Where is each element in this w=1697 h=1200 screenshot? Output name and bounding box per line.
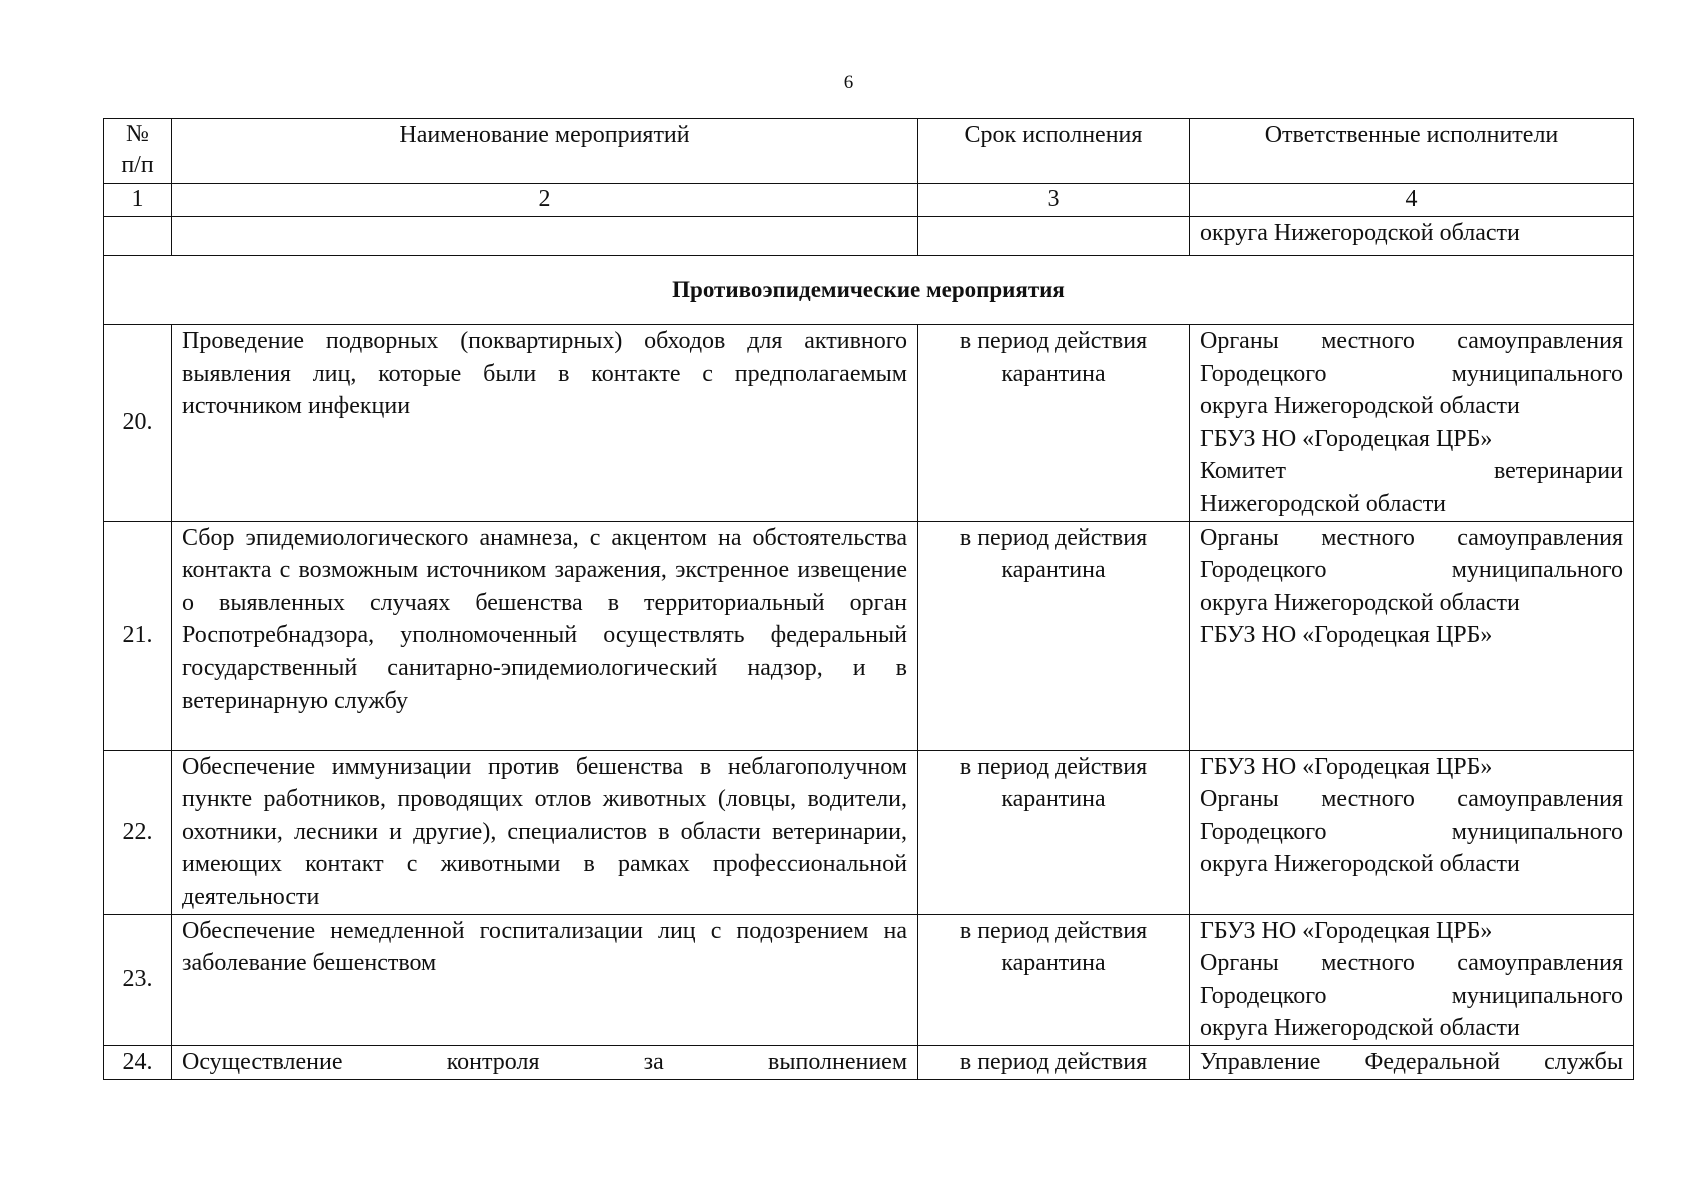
row-term-line: карантина [1001, 360, 1106, 387]
row-term [918, 750, 1190, 914]
row-term-line: в период действия [959, 753, 1148, 780]
continuation-row [104, 217, 1634, 256]
row-term-line: в период действия [959, 328, 1148, 354]
header-term: Срок исполнения [918, 119, 1190, 184]
row-term-line: карантина [1001, 557, 1106, 584]
row-term [918, 914, 1190, 1045]
page-number: 6 [843, 72, 854, 93]
row-measure-name: Обеспечение немедленной госпитализации лиц с подозрением на заболевание бешенством [172, 914, 918, 1045]
header-number-line-1: № [126, 121, 149, 147]
row-responsible [1190, 1045, 1634, 1079]
column-index-3: 3 [918, 184, 1190, 217]
row-responsible-line: округа Нижегородской области [1200, 393, 1520, 420]
row-responsible-line: Комитет ветеринарии [1200, 458, 1623, 485]
header-number [104, 119, 172, 184]
table-row [104, 750, 1634, 914]
row-term-line: в период действия [959, 1048, 1148, 1075]
table-row [104, 325, 1634, 522]
row-term [918, 521, 1190, 750]
column-index-4: 4 [1190, 184, 1634, 217]
row-responsible-line: ГБУЗ НО «Городецкая ЦРБ» [1200, 753, 1493, 780]
table-header-row [104, 119, 1634, 184]
section-title: Противоэпидемические мероприятия [104, 256, 1634, 325]
row-responsible-line: Органы местного самоуправления [1200, 328, 1623, 354]
column-index-1: 1 [104, 184, 172, 217]
header-responsible: Ответственные исполнители [1190, 119, 1634, 184]
row-responsible-line: ГБУЗ НО «Городецкая ЦРБ» [1200, 425, 1493, 452]
row-responsible-line: округа Нижегородской области [1200, 589, 1520, 616]
row-measure-name-line: Осуществление контроля за выполнением [182, 1048, 907, 1075]
row-number: 23. [104, 914, 172, 1045]
row-term-line: в период действия [959, 917, 1148, 944]
row-responsible-line: ГБУЗ НО «Городецкая ЦРБ» [1200, 917, 1493, 944]
row-responsible-line: Управление Федеральной службы [1200, 1048, 1623, 1075]
continuation-name [172, 217, 918, 256]
row-term [918, 1045, 1190, 1079]
row-measure-name: Обеспечение иммунизации против бешенства в неблагополучном пункте работников, проводящих отлов животных (ловцы, водители, охотники, лесники и другие), специалистов в области ветеринарии, имеющих контакт с животными в рамках профессиональной деятельности [172, 750, 918, 914]
row-term-line: карантина [1001, 786, 1106, 813]
row-measure-name: Сбор эпидемиологического анамнеза, с акцентом на обстоятельства контакта с возможным источником заражения, экстренное извещение о выявленных случаях бешенства в территориальный орган Роспотребнадзора, уполномоченный осуществлять федеральный государственный санитарно-эпидемиологический надзор, и в ветеринарную службу [172, 521, 918, 750]
continuation-term [918, 217, 1190, 256]
row-responsible-line: Нижегородской области [1200, 490, 1447, 517]
row-term-line: карантина [1001, 950, 1106, 977]
row-responsible-line: ГБУЗ НО «Городецкая ЦРБ» [1200, 622, 1493, 649]
row-responsible-line: Городецкого муниципального [1200, 360, 1623, 387]
measures-table [103, 118, 1634, 1080]
header-number-line-2: п/п [121, 152, 154, 178]
row-number: 20. [104, 325, 172, 522]
row-responsible [1190, 325, 1634, 522]
row-measure-name [172, 1045, 918, 1079]
row-term-line: в период действия [959, 524, 1148, 551]
row-term [918, 325, 1190, 522]
section-row [104, 256, 1634, 325]
header-name: Наименование мероприятий [172, 119, 918, 184]
row-responsible-line: Городецкого муниципального [1200, 982, 1623, 1009]
row-responsible-line: округа Нижегородской области [1200, 1015, 1520, 1042]
row-responsible-line: Городецкого муниципального [1200, 557, 1623, 584]
column-index-row [104, 184, 1634, 217]
row-responsible-line: Органы местного самоуправления [1200, 524, 1623, 551]
column-index-2: 2 [172, 184, 918, 217]
table-row [104, 1045, 1634, 1079]
row-responsible-line: округа Нижегородской области [1200, 851, 1520, 878]
row-responsible-line: Органы местного самоуправления [1200, 950, 1623, 977]
row-number: 22. [104, 750, 172, 914]
continuation-responsible: округа Нижегородской области [1190, 217, 1634, 256]
row-responsible [1190, 521, 1634, 750]
row-responsible-line: Органы местного самоуправления [1200, 786, 1623, 813]
row-number: 21. [104, 521, 172, 750]
table-row [104, 521, 1634, 750]
row-responsible [1190, 750, 1634, 914]
row-measure-name: Проведение подворных (поквартирных) обходов для активного выявления лиц, которые были в контакте с предполагаемым источником инфекции [172, 325, 918, 522]
continuation-number [104, 217, 172, 256]
table-row [104, 914, 1634, 1045]
row-responsible-line: Городецкого муниципального [1200, 818, 1623, 845]
row-number: 24. [104, 1045, 172, 1079]
row-responsible [1190, 914, 1634, 1045]
